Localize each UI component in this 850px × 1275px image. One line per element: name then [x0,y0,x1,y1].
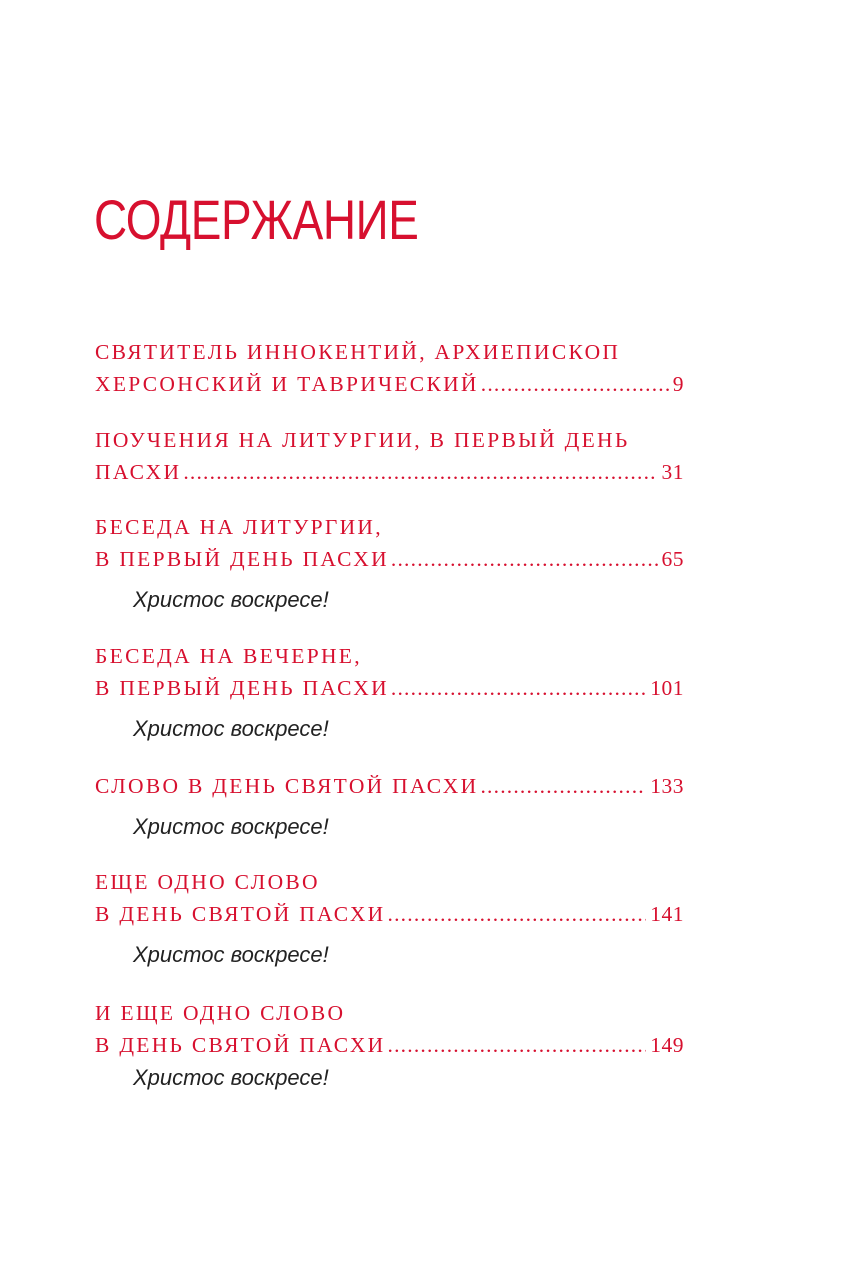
entry-title-line: СЛОВО В ДЕНЬ СВЯТОЙ ПАСХИ [95,774,479,798]
entry-leader-line [95,1029,684,1061]
toc-entry[interactable] [95,770,684,844]
entry-leader-line [95,543,684,575]
entry-subtitle: Христос воскресе! [133,716,329,741]
entry-title-line: БЕСЕДА НА ЛИТУРГИИ, [95,515,383,539]
toc-entry[interactable] [95,336,684,400]
page-number: 101 [650,676,684,700]
toc-entry[interactable] [95,866,684,972]
page-number: 149 [650,1033,684,1057]
dot-leader [183,456,657,488]
page-number: 31 [661,460,684,484]
dot-leader [391,543,658,575]
toc-entry[interactable] [95,997,684,1095]
entry-title-line: И ЕЩЕ ОДНО СЛОВО [95,1001,346,1025]
toc-entry[interactable] [95,424,684,488]
dot-leader [388,1029,647,1061]
page-number: 65 [661,547,684,571]
entry-title-line: ПАСХИ [95,460,182,484]
entry-title-line: ПОУЧЕНИЯ НА ЛИТУРГИИ, В ПЕРВЫЙ ДЕНЬ [95,428,630,452]
entry-leader-line [95,672,684,704]
toc-entry[interactable] [95,640,684,746]
entry-subtitle: Христос воскресе! [133,942,329,967]
entry-leader-line [95,898,684,930]
page-number: 9 [672,372,684,396]
entry-title-line: БЕСЕДА НА ВЕЧЕРНЕ, [95,644,362,668]
dot-leader [480,770,646,802]
dot-leader [481,368,669,400]
toc-entry[interactable] [95,511,684,617]
dot-leader [388,898,647,930]
entry-title-line: СВЯТИТЕЛЬ ИННОКЕНТИЙ, АРХИЕПИСКОП [95,340,621,364]
entry-leader-line [95,770,684,802]
page-number: 133 [650,774,684,798]
entry-title-line: В ДЕНЬ СВЯТОЙ ПАСХИ [95,1033,386,1057]
entry-title-line: ХЕРСОНСКИЙ И ТАВРИЧЕСКИЙ [95,372,479,396]
page-number: 141 [650,902,684,926]
entry-subtitle: Христос воскресе! [133,814,329,839]
entry-title-line: ЕЩЕ ОДНО СЛОВО [95,870,320,894]
entry-subtitle: Христос воскресе! [133,587,329,612]
dot-leader [391,672,646,704]
entry-leader-line [95,368,684,400]
entry-title-line: В ДЕНЬ СВЯТОЙ ПАСХИ [95,902,386,926]
entry-title-line: В ПЕРВЫЙ ДЕНЬ ПАСХИ [95,547,389,571]
entry-title-line: В ПЕРВЫЙ ДЕНЬ ПАСХИ [95,676,389,700]
page-title: СОДЕРЖАНИЕ [94,188,419,251]
entry-subtitle: Христос воскресе! [133,1065,329,1090]
entry-leader-line [95,456,684,488]
